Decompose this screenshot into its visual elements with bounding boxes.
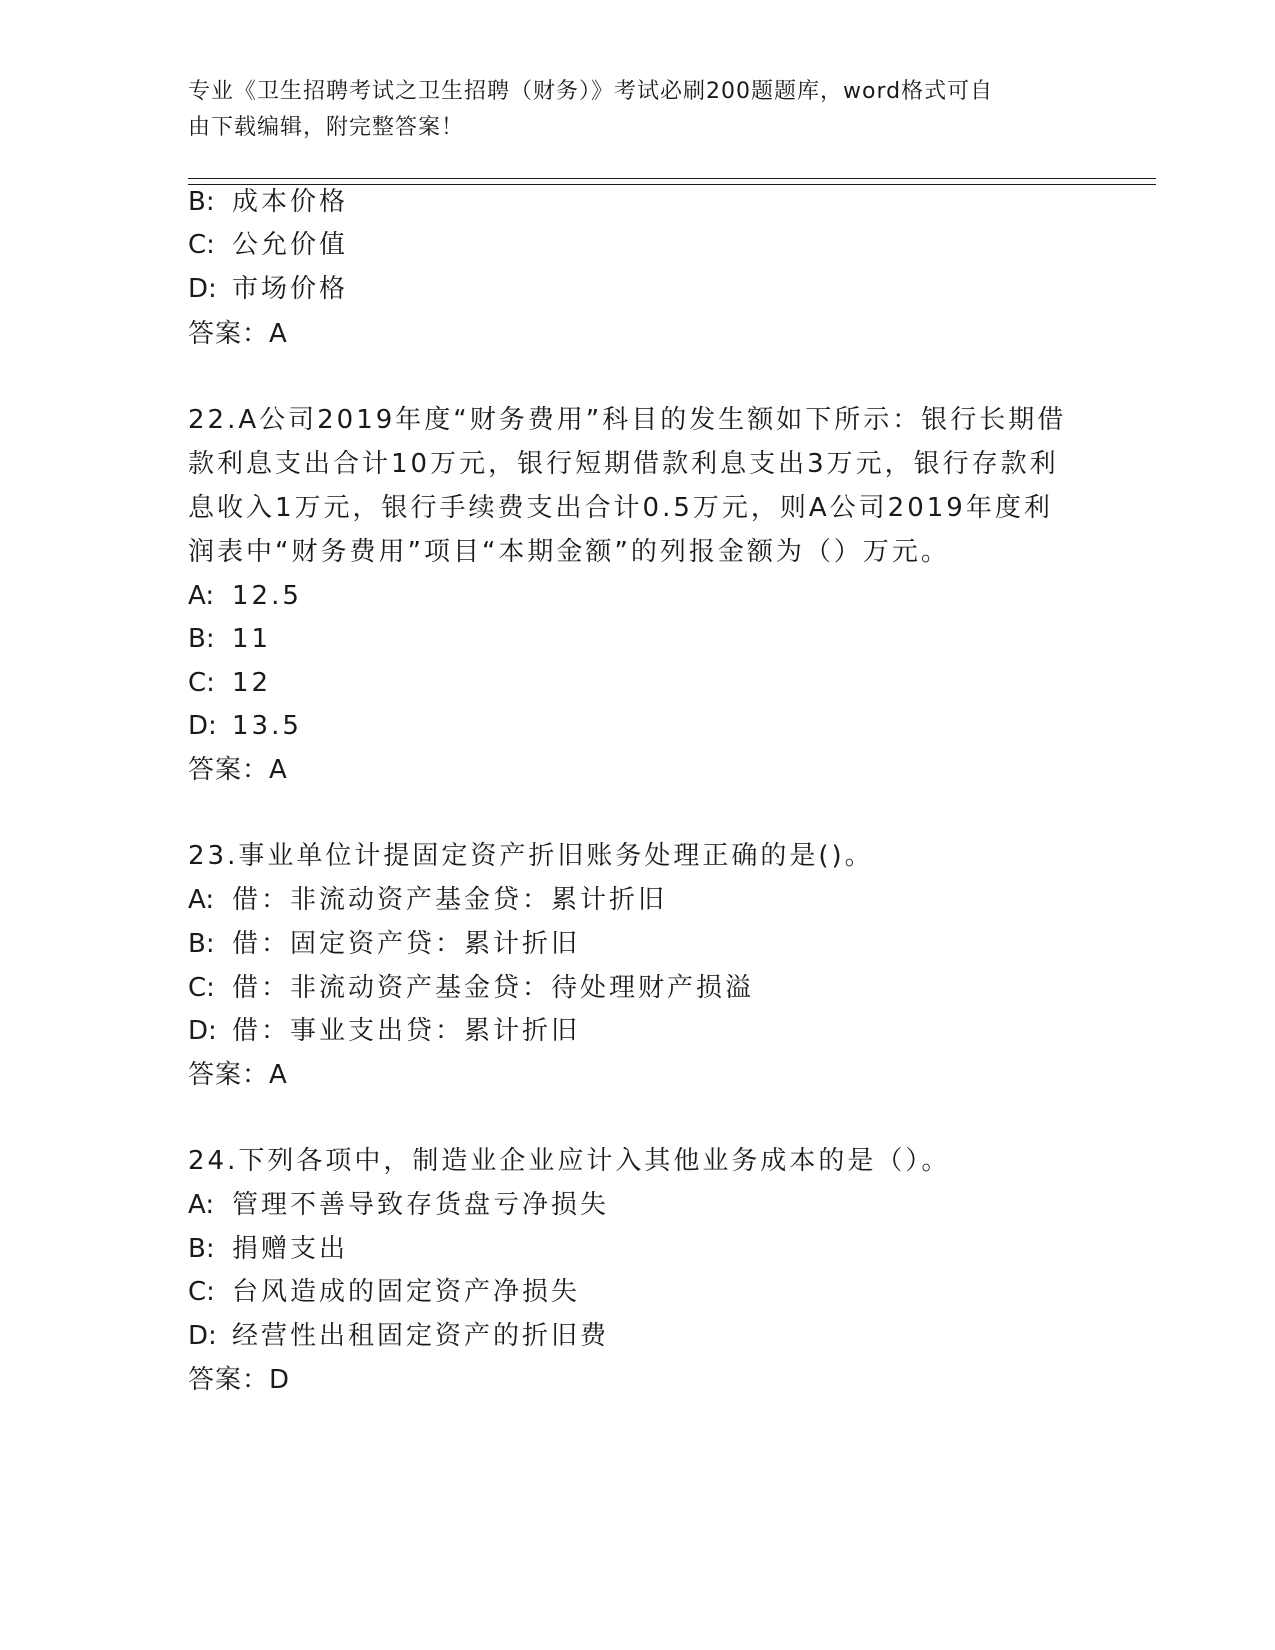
option-text: 经营性出租固定资产的折旧费 (232, 1321, 610, 1351)
option-c (188, 229, 348, 261)
option-letter: B: (188, 624, 215, 654)
answer: 答案：A (188, 319, 288, 349)
option-text: 13.5 (232, 711, 302, 741)
option-letter: A: (188, 885, 215, 915)
option-text: 11 (232, 624, 272, 654)
option-b (188, 623, 271, 655)
option-text: 借：非流动资产基金贷：待处理财产损溢 (232, 973, 755, 1003)
answer: 答案：A (188, 1060, 288, 1090)
option-c (188, 972, 754, 1004)
option-b (188, 1233, 348, 1265)
option-c (188, 667, 271, 699)
option-b (188, 186, 348, 218)
option-text: 12 (232, 668, 272, 698)
option-text: 管理不善导致存货盘亏净损失 (232, 1190, 610, 1220)
option-letter: D: (188, 711, 217, 741)
option-letter: C: (188, 973, 215, 1003)
option-d (188, 1320, 609, 1352)
option-letter: B: (188, 1234, 215, 1264)
option-a (188, 580, 302, 612)
option-a (188, 884, 667, 916)
option-text: 借：固定资产贷：累计折旧 (232, 929, 581, 959)
option-letter: C: (188, 230, 215, 260)
answer: 答案：D (188, 1365, 291, 1395)
document-header (188, 74, 1088, 146)
option-c (188, 1276, 580, 1308)
option-text: 借：非流动资产基金贷：累计折旧 (232, 885, 668, 915)
question-24-line-1: 24.下列各项中，制造业企业应计入其他业务成本的是（）。 (188, 1146, 951, 1176)
answer: 答案：A (188, 755, 288, 785)
option-text: 公允价值 (232, 230, 349, 260)
option-letter: A: (188, 1190, 215, 1220)
question-22-line-1: 22.A公司2019年度“财务费用”科目的发生额如下所示：银行长期借 (188, 405, 1067, 435)
option-letter: A: (188, 581, 215, 611)
question-22-line-2: 款利息支出合计10万元，银行短期借款利息支出3万元，银行存款利 (188, 449, 1059, 479)
option-a (188, 1189, 609, 1221)
question-23-line-1: 23.事业单位计提固定资产折旧账务处理正确的是()。 (188, 841, 874, 871)
option-letter: D: (188, 274, 217, 304)
option-d (188, 1015, 580, 1047)
option-letter: C: (188, 668, 215, 698)
option-text: 成本价格 (232, 187, 349, 217)
option-letter: D: (188, 1321, 217, 1351)
option-d (188, 273, 348, 305)
option-text: 12.5 (232, 581, 302, 611)
option-letter: B: (188, 187, 215, 217)
option-letter: B: (188, 929, 215, 959)
header-divider-top (188, 178, 1156, 179)
option-text: 市场价格 (232, 274, 349, 304)
header-line-1: 专业《卫生招聘考试之卫生招聘（财务）》考试必刷200题题库，word格式可自 (188, 79, 994, 104)
option-letter: C: (188, 1277, 215, 1307)
header-line-2: 由下载编辑，附完整答案！ (188, 115, 465, 140)
option-letter: D: (188, 1016, 217, 1046)
option-b (188, 928, 580, 960)
question-22-line-4: 润表中“财务费用”项目“本期金额”的列报金额为（）万元。 (188, 537, 950, 567)
header-divider-bottom (188, 184, 1156, 185)
question-22-line-3: 息收入1万元，银行手续费支出合计0.5万元，则A公司2019年度利 (188, 493, 1053, 523)
option-text: 借：事业支出贷：累计折旧 (232, 1016, 581, 1046)
option-d (188, 710, 302, 742)
option-text: 台风造成的固定资产净损失 (232, 1277, 581, 1307)
option-text: 捐赠支出 (232, 1234, 349, 1264)
